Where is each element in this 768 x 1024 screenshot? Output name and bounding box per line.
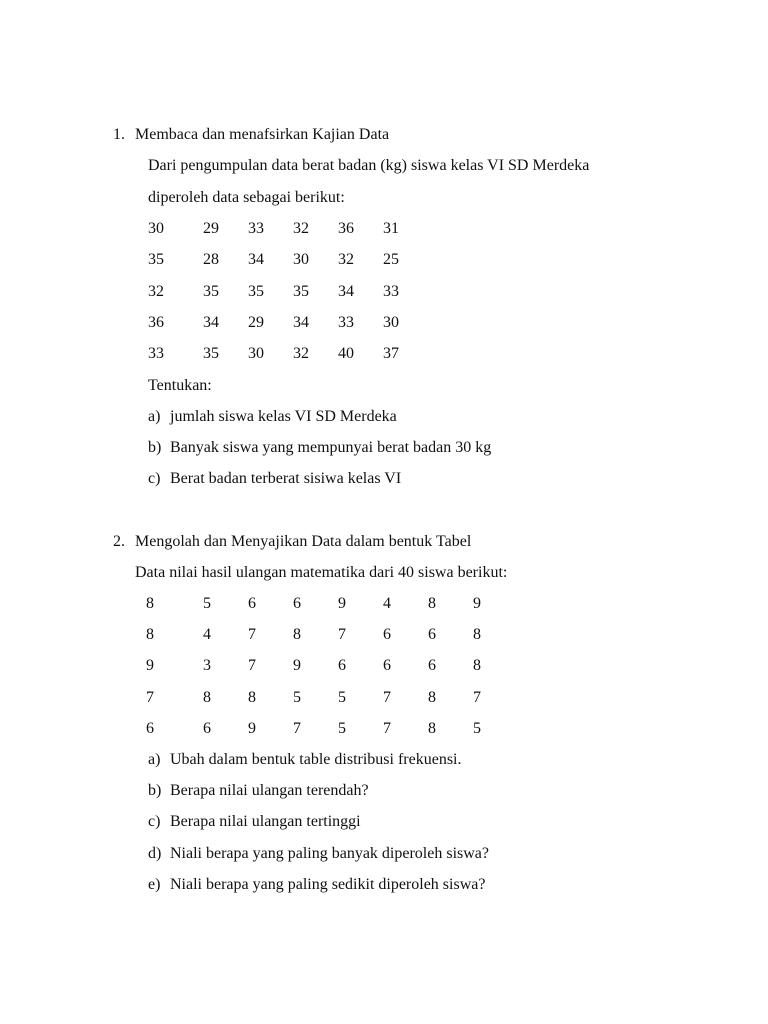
q1-number: 1. — [113, 126, 125, 143]
q1-data-cell: 35 — [248, 283, 264, 300]
q2-data-cell: 3 — [203, 657, 211, 674]
q2-item-d — [148, 844, 489, 864]
q1-item-a-label: a) — [148, 408, 161, 425]
q2-data-cell: 6 — [383, 657, 391, 674]
q2-data-cell: 9 — [293, 657, 301, 674]
q1-data-cell: 33 — [148, 345, 164, 362]
q1-title: Membaca dan menafsirkan Kajian Data — [135, 126, 390, 143]
q2-data-cell: 5 — [338, 689, 346, 706]
q1-item-b-label: b) — [148, 439, 162, 456]
q2-data-cell: 8 — [473, 626, 481, 643]
q2-data-cell: 8 — [146, 626, 154, 643]
q1-item-b-text: Banyak siswa yang mempunyai berat badan 30 kg — [170, 439, 492, 456]
q2-data-cell: 7 — [383, 720, 391, 737]
q2-data-cell: 8 — [248, 689, 256, 706]
q1-data-cell: 35 — [203, 345, 219, 362]
q2-data-cell: 7 — [383, 689, 391, 706]
q1-item-a — [148, 407, 397, 427]
q2-data-cell: 4 — [383, 595, 391, 612]
q2-item-c-label: c) — [148, 813, 161, 830]
q2-item-d-text: Niali berapa yang paling banyak diperoleh siswa? — [170, 845, 489, 862]
q2-item-a — [148, 750, 461, 770]
q1-data-cell: 36 — [338, 220, 354, 237]
q1-item-b — [148, 438, 491, 458]
q2-data-cell: 6 — [383, 626, 391, 643]
q1-data-cell: 25 — [383, 251, 399, 268]
q2-item-e-text: Niali berapa yang paling sedikit diperoleh siswa? — [170, 876, 486, 893]
q2-data-cell: 6 — [146, 720, 154, 737]
q2-data-cell: 6 — [428, 626, 436, 643]
q2-data-cell: 9 — [146, 657, 154, 674]
q2-data-cell: 5 — [293, 689, 301, 706]
q2-item-b — [148, 781, 369, 801]
q1-item-a-text: jumlah siswa kelas VI SD Merdeka — [170, 408, 397, 425]
q2-data-cell: 9 — [473, 595, 481, 612]
q1-data-cell: 33 — [248, 220, 264, 237]
q1-data-cell: 34 — [248, 251, 264, 268]
q1-data-cell: 34 — [293, 314, 309, 331]
q1-data-cell: 32 — [293, 220, 309, 237]
q2-item-a-text: Ubah dalam bentuk table distribusi frekuensi. — [170, 751, 462, 768]
q2-item-c — [148, 812, 361, 832]
q1-intro-line-1: Dari pengumpulan data berat badan (kg) siswa kelas VI SD Merdeka — [148, 157, 590, 174]
q2-item-e-label: e) — [148, 876, 161, 893]
q2-item-b-label: b) — [148, 782, 162, 799]
q1-data-cell: 35 — [203, 283, 219, 300]
q1-data-cell: 34 — [203, 314, 219, 331]
q2-item-e — [148, 875, 485, 895]
q2-data-cell: 7 — [146, 689, 154, 706]
q1-data-cell: 36 — [148, 314, 164, 331]
q2-data-cell: 7 — [293, 720, 301, 737]
q2-data-cell: 8 — [428, 689, 436, 706]
q2-data-cell: 9 — [248, 720, 256, 737]
q1-data-cell: 28 — [203, 251, 219, 268]
q2-data-cell: 8 — [293, 626, 301, 643]
q2-data-cell: 7 — [473, 689, 481, 706]
q2-number: 2. — [113, 533, 125, 550]
q2-title: Mengolah dan Menyajikan Data dalam bentuk Tabel — [135, 533, 472, 550]
q2-data-cell: 8 — [428, 720, 436, 737]
q1-data-cell: 29 — [248, 314, 264, 331]
q2-item-c-text: Berapa nilai ulangan tertinggi — [170, 813, 361, 830]
q1-data-cell: 30 — [248, 345, 264, 362]
q2-data-cell: 7 — [338, 626, 346, 643]
q2-data-cell: 5 — [473, 720, 481, 737]
q2-data-cell: 6 — [338, 657, 346, 674]
q1-prompt: Tentukan: — [148, 377, 212, 394]
q1-data-cell: 30 — [383, 314, 399, 331]
q1-data-cell: 32 — [293, 345, 309, 362]
q1-data-cell: 33 — [383, 283, 399, 300]
q1-data-cell: 35 — [293, 283, 309, 300]
q2-item-d-label: d) — [148, 845, 162, 862]
q2-intro: Data nilai hasil ulangan matematika dari 40 siswa berikut: — [135, 564, 508, 581]
q2-data-cell: 6 — [203, 720, 211, 737]
q2-data-cell: 4 — [203, 626, 211, 643]
q2-data-cell: 5 — [338, 720, 346, 737]
q1-data-cell: 30 — [293, 251, 309, 268]
q2-data-cell: 9 — [338, 595, 346, 612]
q2-data-cell: 7 — [248, 657, 256, 674]
q1-data-cell: 35 — [148, 251, 164, 268]
q2-data-cell: 6 — [248, 595, 256, 612]
q1-item-c — [148, 469, 401, 489]
q2-item-a-label: a) — [148, 751, 161, 768]
q2-item-b-text: Berapa nilai ulangan terendah? — [170, 782, 369, 799]
q1-data-cell: 30 — [148, 220, 164, 237]
q2-data-cell: 5 — [203, 595, 211, 612]
q1-data-cell: 32 — [148, 283, 164, 300]
q2-data-cell: 8 — [428, 595, 436, 612]
q1-data-cell: 32 — [338, 251, 354, 268]
q2-data-cell: 8 — [473, 657, 481, 674]
q1-data-cell: 37 — [383, 345, 399, 362]
q1-data-cell: 34 — [338, 283, 354, 300]
q2-data-cell: 6 — [428, 657, 436, 674]
q2-data-cell: 6 — [293, 595, 301, 612]
q1-data-cell: 40 — [338, 345, 354, 362]
q1-data-cell: 33 — [338, 314, 354, 331]
q1-data-cell: 31 — [383, 220, 399, 237]
q2-data-cell: 8 — [203, 689, 211, 706]
q1-intro-line-2: diperoleh data sebagai berikut: — [148, 189, 345, 206]
q2-data-cell: 7 — [248, 626, 256, 643]
q1-item-c-label: c) — [148, 470, 161, 487]
q1-data-cell: 29 — [203, 220, 219, 237]
q1-item-c-text: Berat badan terberat sisiwa kelas VI — [170, 470, 402, 487]
q2-data-cell: 8 — [146, 595, 154, 612]
